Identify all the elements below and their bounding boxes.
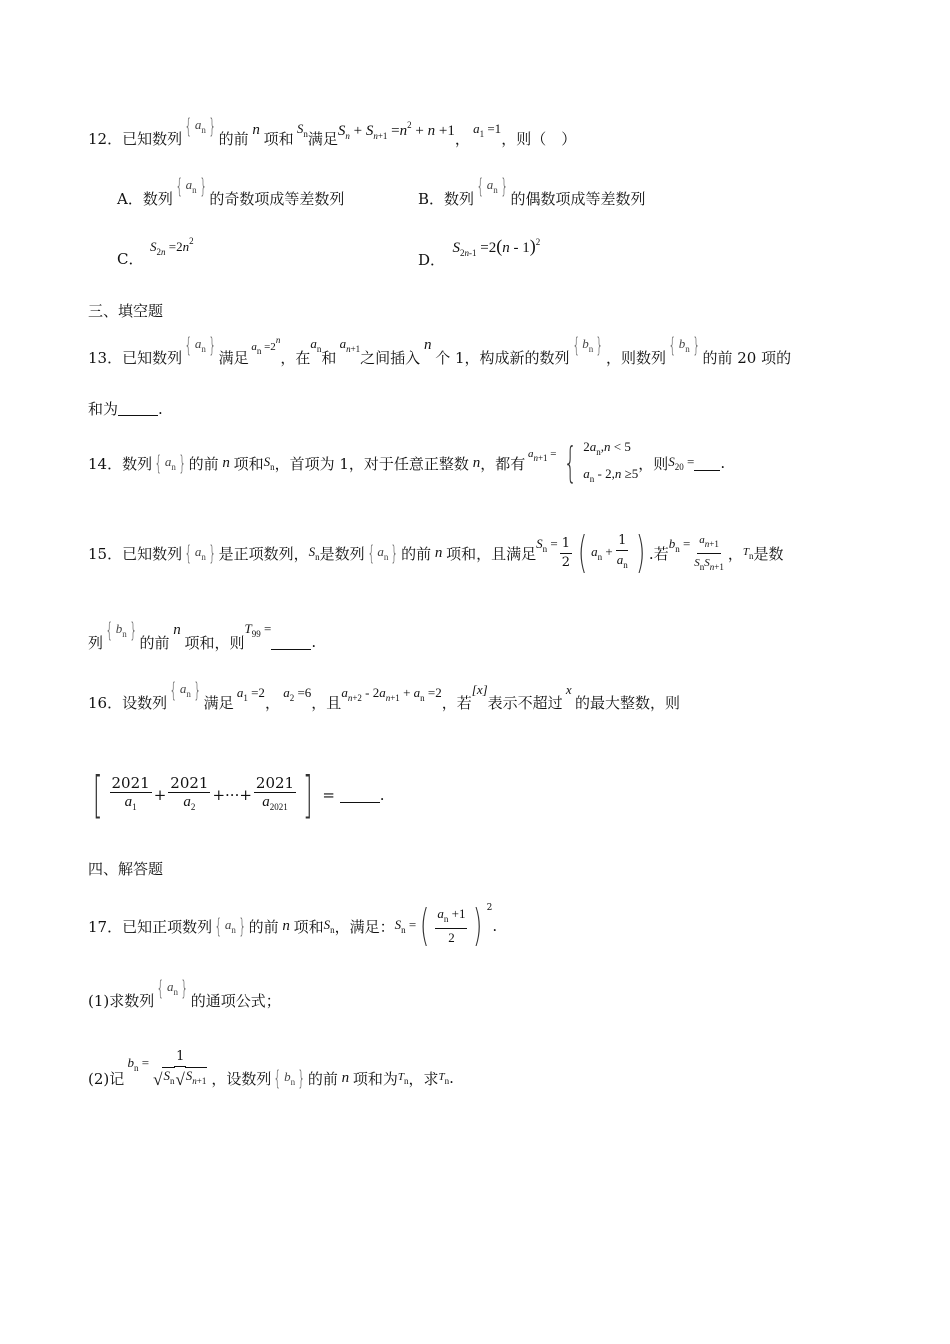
eq-sn-sum: $S_n + S_{n+1} =n^2 + n +1$: [337, 119, 455, 141]
q16-expression: [ $\frac{2021}{a_1}$ + $\frac{2021}{a_2}$ +···+ $\frac{2021}{a_{2021}}$ ] = .: [92, 766, 385, 824]
piecewise-definition: { $2a_n,n < 5$ $a_n - 2,n \ge 5$: [563, 438, 639, 487]
set-a-n: { $a_n$ }: [184, 114, 217, 138]
q17-part-2: (2)记 $b_n$ = 1 √ $S_n$ √ $S_{n+1}$ ，设数列 { $b_n$ } 的前 n 项和为 $T_n$ ，求 $T_n$ .: [88, 1048, 454, 1090]
answer-blank[interactable]: [340, 788, 380, 803]
answer-blank[interactable]: [271, 635, 311, 650]
q12-option-c[interactable]: C． $S_{2n} =2n^2$: [117, 236, 194, 268]
q17-part-1: (1)求数列 { $a_n$ } 的通项公式；: [88, 976, 281, 1010]
q12-option-a[interactable]: A． 数列 { $a_n$ } 的奇数项成等差数列: [117, 174, 345, 208]
q12-option-b[interactable]: B． 数列 { $a_n$ } 的偶数项成等差数列: [418, 174, 646, 208]
q13-stem-cont: 和为 .: [88, 399, 163, 418]
q17-stem: 17． 已知正项数列 { $a_n$ } 的前 n 项和 $S_n$ ，满足： $S_n$ = ( $\frac{a_n +1}{2}$ ) 2 .: [88, 900, 498, 951]
section-heading-3: 三、填空题: [88, 302, 164, 320]
q13-stem: 13． 已知数列 { $a_n$ } 满足 $a_n =2^n$ ，在 $a_n$ 和 $a_{n+1}$ 之间插入 n 个 1，构成新的数列 { $b_n$ } ，则数列 { $b_n$ } 的前 20 项的: [88, 333, 792, 367]
q12-option-d[interactable]: D． $S_{2n-1} =2(n - 1)^2$: [418, 236, 541, 269]
q15-stem-cont: 列 { $b_n$ } 的前 n 项和，则 $T_{99}$ = .: [88, 618, 317, 652]
section-heading-4: 四、解答题: [88, 860, 164, 878]
answer-blank[interactable]: [118, 401, 158, 416]
answer-blank[interactable]: [694, 456, 720, 471]
q12-stem: 12． 已知数列 { $a_n$ } 的前 n 项和 $S_n$ 满足 $S_n + S_{n+1} =n^2 + n +1$ ， $a_1 =1$ ，则（ ）: [88, 114, 577, 148]
q14-stem: 14． 数列 { $a_n$ } 的前 n 项和 $S_n$ ，首项为 1，对于任意正整数 n ，都有 $a_{n+1}$ = { $2a_n,n < 5$ $a_n - 2,n \ge 5$ ，则 $S_{20}$ = .: [88, 436, 725, 490]
q16-stem: 16． 设数列 { $a_n$ } 满足 $a_1 =2$ ， $a_2 =6$ ，且 $a_{n+2} - 2a_{n+1} + a_n =2$ ，若 [x] 表示不超过 x 的最大整数，则: [88, 678, 680, 712]
q15-stem: 15． 已知数列 { $a_n$ } 是正项数列， $S_n$ 是数列 { $a_n$ } 的前 n 项和，且满足 $S_n$ = $\frac{1}{2}$ ( $a_n$ + $\frac{1}{a_n}$ ) .若 $b_n$ = $\frac{a_{n+1}}{S_nS_{n+1}}$ ， $T_n$ 是数: [88, 527, 784, 578]
